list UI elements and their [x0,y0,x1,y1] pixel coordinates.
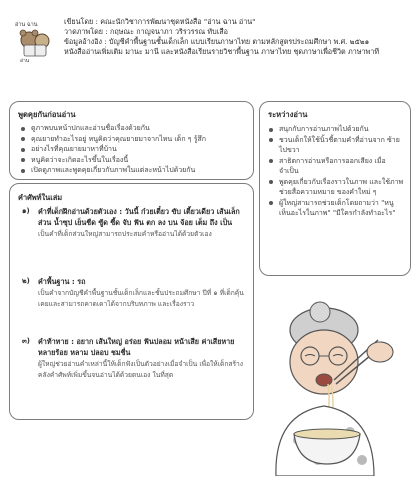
list-item: พูดคุยเกี่ยวกับเรื่องราวในภาพ และใช้ภาพช่วยสื่อความหมาย ของคำใหม่ ๆ [268,177,404,198]
vocab-item-description: เป็นคำที่เด็กส่วนใหญ่สามารถประสมคำหรืออ่านได้ด้วยตัวเอง [38,230,212,238]
grandmother-illustration [258,300,414,476]
before-reading-box [9,101,254,180]
list-item: ดูภาพบนหน้าปกและอ่านชื่อเรื่องด้วยกัน [20,123,248,134]
list-item: คุณยายทำอะไรอยู่ หนูคิดว่าคุณยายมาจากไหน เด็ก ๆ รู้สึก [20,134,248,145]
vocab-item-words: คำท้าทาย : อยาก เส้นใหญ่ อร่อย ฟันปลอม หน้าเสีย ค่าเสียหาย หลายร้อย หลาม ปลอบ ชมชื่น [38,337,235,357]
list-item: ชวนเด็กให้ใช้นิ้วชี้ตามคำที่อ่านจาก ซ้ายไปขวา [268,135,404,156]
list-item: เปิดดูภาพและพูดคุยเกี่ยวกับภาพในแต่ละหน้าไปด้วยกัน [20,165,248,176]
before-reading-list [20,123,248,176]
vocab-item-description: เป็นคำจากบัญชีคำพื้นฐานชั้นเด็กเล็กและชั้นประถมศึกษา ปีที่ ๑ ที่เด็กคุ้นเคยและสามารถคาดเดาได้จากบริบทภาพ และเรื่องราว [38,289,244,308]
vocab-item-number: ๑) [22,207,30,215]
vocab-item-words: คำที่เด็กฝึกอ่านด้วยตัวเอง : วันนี้ ก๋วยเตี๋ยว ขับ เตี้ยวเดียว เส้นเล็ก ส่วน น้ำซุป เย็นชืด ซู้ด ซี้ด จับ ฟัน ตก ลง บน จ้อย เต็ม ถึง เป็น [38,207,240,227]
svg-text:อ่าน ฉาน: อ่าน ฉาน [15,22,38,28]
vocabulary-box [9,183,254,420]
credit-reference-cont: หนังสืออ่านเพิ่มเติม มานะ มานี และหนังสือเรียนรายวิชาพื้นฐาน ภาษาไทย ชุดภาษาเพื่อชีวิต ภาษาพาที [64,47,380,56]
list-item: ผู้ใหญ่สามารถช่วยเด็กโดยถามว่า "หนูเห็นอะไรในภาพ" "มีใครกำลังทำอะไร" [268,198,404,219]
list-item: สาธิตการอ่านหรือการออกเสียง เมื่อจำเป็น [268,156,404,177]
before-reading-title: พูดคุยกันก่อนอ่าน [18,110,76,119]
vocab-item-number: ๓) [22,337,30,345]
svg-text:อ่าน: อ่าน [20,58,30,64]
credit-author: เขียนโดย : คณะนักวิชาการพัฒนาชุดหนังสือ "อ่าน ฉาน อ่าน" [64,17,256,26]
during-reading-list [268,124,404,219]
vocab-item-2 [22,276,248,309]
list-item: หนูคิดว่าจะเกิดอะไรขึ้นในเรื่องนี้ [20,155,248,166]
vocab-item-1 [22,206,248,240]
list-item [20,144,248,155]
during-reading-title: ระหว่างอ่าน [268,110,308,119]
credit-reference: ข้อมูลอ้างอิง : บัญชีคำพื้นฐานชั้นเด็กเล็ก แบบเรียนภาษาไทย ตามหลักสูตรประถมศึกษา พ.ศ. ๒๕๒๑ [64,37,370,46]
vocabulary-title: คำศัพท์ในเล่ม [18,193,63,202]
vocab-item-description: ผู้ใหญ่ช่วยอ่านคำเหล่านี้ให้เด็กฟังเป็นตัวอย่างเมื่อจำเป็น เพื่อให้เด็กสร้างคลังคำศัพท์เพิ่มขึ้นจนอ่านได้ด้วยตนเอง ในที่สุด [38,360,244,379]
during-reading-box [259,101,411,276]
vocab-item-3 [22,336,248,380]
list-item: สนุกกับการอ่านภาพไปด้วยกัน [268,124,404,135]
program-logo [12,18,58,64]
vocab-item-number: ๒) [22,277,30,285]
list-item-continuation: อย่างไรที่คุณยายมาหาที่บ้าน [31,145,117,153]
vocab-item-words: คำพื้นฐาน : รถ [38,277,86,286]
credit-illustrator: วาดภาพโดย : กฤษณะ กาญจนาภา วริรวรรณ ทับเสือ [64,27,228,36]
credits-header [64,17,410,57]
